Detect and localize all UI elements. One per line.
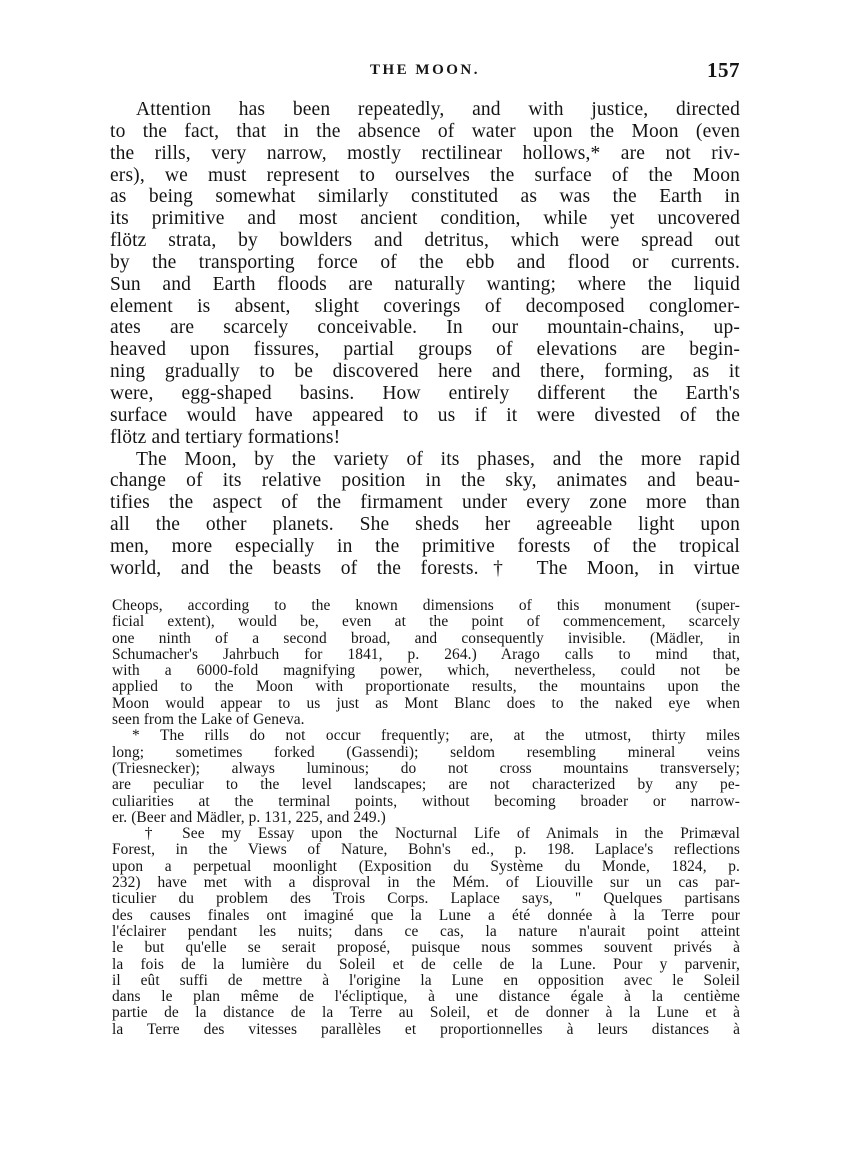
paragraph-moon-phases: [110, 449, 740, 580]
footnote-line: l'éclairer pendant les nuits; dans ce cas, la nature n'aurait point atteint: [112, 922, 740, 940]
footnote-line: partie de la distance de la Terre au Soleil, et de donner à la Lune et à: [112, 1004, 740, 1022]
footnote-line: Moon would appear to us just as Mont Blanc does to the naked eye when: [112, 694, 740, 712]
body-line: by the transporting force of the ebb and flood or currents.: [110, 251, 740, 273]
footnotes: [112, 598, 740, 1038]
body-line: ers), we must represent to ourselves the surface of the Moon: [110, 164, 740, 186]
page-number: 157: [707, 58, 740, 82]
body-line: flötz strata, by bowlders and detritus, which were spread out: [110, 230, 740, 252]
body-text: [110, 99, 740, 580]
body-line: were, egg-shaped basins. How entirely different the Earth's: [110, 382, 740, 404]
body-line: ates are scarcely conceivable. In our mountain-chains, up-: [110, 317, 740, 339]
footnote-line: with a 6000-fold magnifying power, which, nevertheless, could not be: [112, 662, 740, 680]
body-line: tifies the aspect of the firmament under every zone more than: [110, 492, 740, 514]
footnote-line: la Terre des vitesses parallèles et proportionnelles à leurs distances à: [112, 1020, 740, 1038]
body-line: ning gradually to be discovered here and there, forming, as it: [110, 361, 740, 383]
footnote-line: er. (Beer and Mädler, p. 131, 225, and 249.): [112, 808, 386, 826]
paragraph-rills: [110, 99, 740, 449]
body-line: all the other planets. She sheds her agreeable light upon: [110, 514, 740, 536]
body-line: flötz and tertiary formations!: [110, 426, 341, 448]
body-line: heaved upon fissures, partial groups of elevations are begin-: [110, 339, 740, 361]
body-line: element is absent, slight coverings of decomposed conglomer-: [110, 295, 740, 317]
footnote-line: ticulier du problem des Trois Corps. Laplace says, " Quelques partisans: [112, 890, 740, 908]
footnote-line: dans le plan même de l'écliptique, à une distance égale à la centième: [112, 988, 740, 1006]
footnote-line: * The rills do not occur frequently; are, at the utmost, thirty miles: [132, 727, 740, 745]
body-line: surface would have appeared to us if it were divested of the: [110, 404, 740, 426]
footnote-line: upon a perpetual moonlight (Exposition du Système du Monde, 1824, p.: [112, 857, 740, 875]
footnote-line: des causes finales ont imaginé que la Lune a été donnée à la Terre pour: [112, 906, 740, 924]
footnote-line: Cheops, according to the known dimensions of this monument (super-: [112, 597, 740, 614]
footnote-line: † See my Essay upon the Nocturnal Life of Animals in the Primæval: [132, 825, 740, 843]
footnote-line: 232) have met with a disproval in the Mém. of Liouville sur un cas par-: [112, 874, 740, 892]
footnote-line: applied to the Moon with proportionate results, the mountains upon the: [112, 678, 740, 696]
body-line: Attention has been repeatedly, and with justice, directed: [136, 99, 740, 120]
footnote-line: Schumacher's Jahrbuch for 1841, p. 264.) Arago calls to mind that,: [112, 645, 740, 663]
footnote-line: la fois de la lumière du Soleil et de celle de la Lune. Pour y parvenir,: [112, 955, 740, 973]
footnote-line: long; sometimes forked (Gassendi); seldom resembling mineral veins: [112, 743, 740, 761]
body-line: as being somewhat similarly constituted as was the Earth in: [110, 186, 740, 208]
running-title: THE MOON.: [369, 62, 480, 78]
body-line: world, and the beasts of the forests.† The Moon, in virtue: [110, 557, 740, 579]
footnote-line: le but qu'elle se serait proposé, puisque nous sommes souvent privés à: [112, 939, 740, 957]
body-line: the rills, very narrow, mostly rectilinear hollows,* are not riv-: [110, 142, 740, 164]
footnote-star: [112, 728, 740, 826]
body-line: change of its relative position in the sky, animates and beau-: [110, 470, 740, 492]
footnote-line: one ninth of a second broad, and consequently invisible. (Mädler, in: [112, 629, 740, 647]
page-header: [110, 60, 740, 86]
footnote-line: seen from the Lake of Geneva.: [112, 711, 305, 729]
footnote-line: ficial extent), would be, even at the point of commencement, scarcely: [112, 613, 740, 631]
body-line: its primitive and most ancient condition, while yet uncovered: [110, 208, 740, 230]
body-line: The Moon, by the variety of its phases, and the more rapid: [136, 448, 740, 470]
footnote-line: il eût suffi de mettre à l'origine la Lune en opposition avec le Soleil: [112, 971, 740, 989]
footnote-dagger: [112, 826, 740, 1038]
body-line: men, more especially in the primitive forests of the tropical: [110, 535, 740, 557]
footnote-line: culiarities at the terminal points, without becoming broader or narrow-: [112, 792, 740, 810]
body-line: Sun and Earth floods are naturally wanting; where the liquid: [110, 273, 740, 295]
footnote-continuation: [112, 598, 740, 728]
footnote-line: (Triesnecker); always luminous; do not cross mountains transversely;: [112, 759, 740, 777]
footnote-line: Forest, in the Views of Nature, Bohn's ed., p. 198. Laplace's reflections: [112, 841, 740, 859]
body-line: to the fact, that in the absence of water upon the Moon (even: [110, 120, 740, 142]
footnote-line: are peculiar to the level landscapes; are not characterized by any pe-: [112, 776, 740, 794]
